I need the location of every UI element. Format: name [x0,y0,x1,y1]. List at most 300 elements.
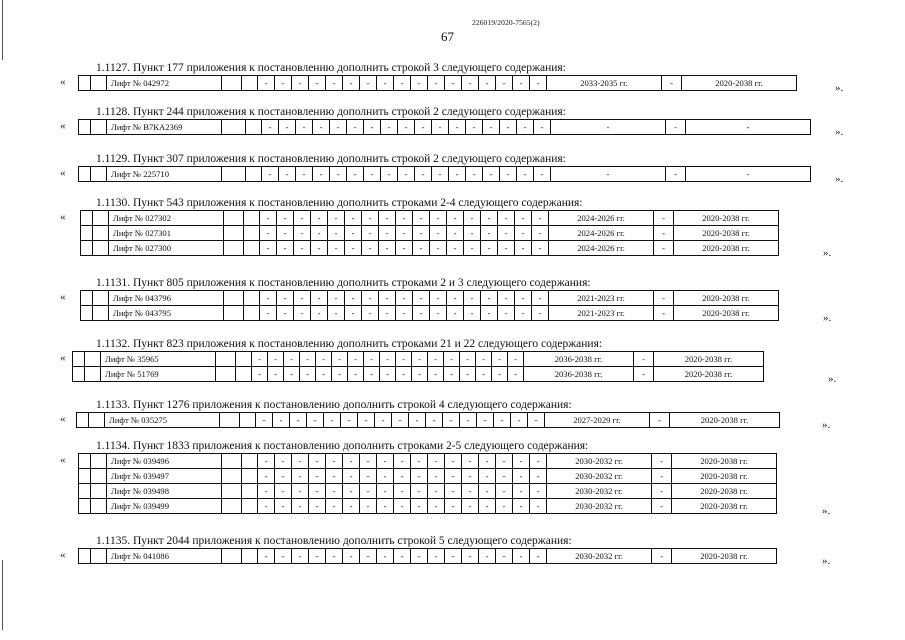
dash-cell: - [445,549,462,564]
dash-cell: - [530,499,547,514]
term-cell: - [686,120,811,135]
empty-cell [91,167,107,182]
dash-cell: - [343,484,360,499]
dash-cell: - [411,76,428,91]
dash-cell: - [328,241,345,256]
dash-cell: - [284,352,300,367]
dash-cell: - [513,454,530,469]
dash-cell: - [394,499,411,514]
term-cell: 2020-2038 гг. [672,484,777,499]
dash-cell: - [634,352,654,367]
term-cell: 2020-2038 гг. [670,413,780,428]
dash-cell: - [377,76,394,91]
dash-cell: - [258,454,275,469]
dash-cell: - [481,241,498,256]
dash-cell: - [292,484,309,499]
dash-cell: - [498,241,515,256]
dash-cell: - [500,120,517,135]
empty-cell [244,211,260,226]
opening-quote: « [60,352,66,364]
dash-cell: - [479,454,496,469]
term-cell: 2020-2038 гг. [674,226,779,241]
dash-cell: - [360,76,377,91]
dash-cell: - [328,291,345,306]
empty-cell [85,352,101,367]
dash-cell: - [300,367,316,382]
empty-cell [93,226,109,241]
opening-quote: « [60,454,66,466]
dash-cell: - [379,241,396,256]
dash-cell: - [498,226,515,241]
dash-cell: - [294,241,311,256]
dash-cell: - [479,499,496,514]
dash-cell: - [445,484,462,499]
dash-cell: - [380,367,396,382]
lift-name-cell: Лифт № 043796 [109,291,224,306]
dash-cell: - [496,469,513,484]
dash-cell: - [508,352,524,367]
dash-cell: - [260,291,277,306]
empty-cell [244,306,260,321]
dash-cell: - [345,226,362,241]
dash-cell: - [443,413,460,428]
closing-quote: ». [823,312,832,324]
dash-cell: - [258,484,275,499]
lift-name-cell: Лифт № 039499 [107,499,222,514]
dash-cell: - [511,413,528,428]
dash-cell: - [362,226,379,241]
empty-cell [81,211,93,226]
table-row [81,291,779,306]
dash-cell: - [528,413,545,428]
dash-cell: - [396,352,412,367]
table-row [73,367,764,382]
dash-cell: - [277,291,294,306]
dash-cell: - [530,76,547,91]
dash-cell: - [343,454,360,469]
term-cell: 2020-2038 гг. [674,306,779,321]
dash-cell: - [347,120,364,135]
dash-cell: - [362,306,379,321]
dash-cell: - [256,413,273,428]
dash-cell: - [330,167,347,182]
dash-cell: - [343,499,360,514]
dash-cell: - [277,226,294,241]
table-row [79,499,777,514]
term-cell: 2020-2038 гг. [654,367,764,382]
term-cell: 2020-2038 гг. [672,549,777,564]
dash-cell: - [277,211,294,226]
dash-cell: - [513,469,530,484]
empty-cell [79,76,91,91]
empty-cell [73,367,85,382]
empty-cell [81,291,93,306]
term-cell: 2020-2038 гг. [672,454,777,469]
period-cell: 2036-2038 гг. [524,367,634,382]
dash-cell: - [309,484,326,499]
dash-cell: - [662,76,682,91]
dash-cell: - [275,76,292,91]
dash-cell: - [316,352,332,367]
dash-cell: - [277,241,294,256]
dash-cell: - [460,367,476,382]
empty-cell [224,241,244,256]
closing-quote: ». [822,505,831,517]
dash-cell: - [481,211,498,226]
dash-cell: - [268,352,284,367]
dash-cell: - [292,76,309,91]
empty-cell [222,76,242,91]
dash-cell: - [409,413,426,428]
section-heading: 1.1127. Пункт 177 приложения к постановлению дополнить строкой 3 следующего содержания: [96,62,566,74]
dash-cell: - [432,167,449,182]
dash-cell: - [258,499,275,514]
dash-cell: - [345,291,362,306]
dash-cell: - [258,76,275,91]
dash-cell: - [294,306,311,321]
dash-cell: - [476,352,492,367]
dash-cell: - [445,469,462,484]
dash-cell: - [258,549,275,564]
period-cell: 2030-2032 гг. [547,484,652,499]
term-cell: 2020-2038 гг. [682,76,797,91]
dash-cell: - [275,484,292,499]
dash-cell: - [650,413,670,428]
empty-cell [91,76,107,91]
dash-cell: - [294,291,311,306]
dash-cell: - [496,484,513,499]
period-cell: 2036-2038 гг. [524,352,634,367]
dash-cell: - [666,120,686,135]
dash-cell: - [415,120,432,135]
dash-cell: - [343,469,360,484]
dash-cell: - [392,413,409,428]
empty-cell [216,352,236,367]
dash-cell: - [496,549,513,564]
dash-cell: - [362,241,379,256]
empty-cell [244,226,260,241]
dash-cell: - [481,306,498,321]
dash-cell: - [492,367,508,382]
dash-cell: - [348,367,364,382]
dash-cell: - [360,549,377,564]
dash-cell: - [447,291,464,306]
dash-cell: - [447,306,464,321]
dash-cell: - [428,499,445,514]
dash-cell: - [358,413,375,428]
empty-cell [91,454,107,469]
dash-cell: - [634,367,654,382]
term-cell: 2020-2038 гг. [674,211,779,226]
dash-cell: - [311,241,328,256]
dash-cell: - [377,549,394,564]
term-cell: 2020-2038 гг. [654,352,764,367]
dash-cell: - [449,167,466,182]
dash-cell: - [379,291,396,306]
dash-cell: - [534,167,551,182]
dash-cell: - [483,167,500,182]
opening-quote: « [60,167,66,179]
dash-cell: - [517,167,534,182]
dash-cell: - [332,352,348,367]
period-cell: 2030-2032 гг. [547,549,652,564]
dash-cell: - [494,413,511,428]
empty-cell [79,549,91,564]
dash-cell: - [462,549,479,564]
opening-quote: « [60,291,66,303]
dash-cell: - [481,226,498,241]
closing-quote: ». [835,173,844,185]
dash-cell: - [428,454,445,469]
dash-cell: - [479,484,496,499]
dash-cell: - [477,413,494,428]
lift-table [78,75,797,91]
dash-cell: - [413,291,430,306]
dash-cell: - [500,167,517,182]
dash-cell: - [428,76,445,91]
dash-cell: - [460,413,477,428]
dash-cell: - [292,549,309,564]
period-cell: 2030-2032 гг. [547,454,652,469]
period-cell: 2030-2032 гг. [547,499,652,514]
opening-quote: « [60,549,66,561]
dash-cell: - [290,413,307,428]
scan-edge-mark-bottom [2,560,3,630]
empty-cell [93,306,109,321]
empty-cell [222,454,242,469]
empty-cell [93,241,109,256]
table-row [79,454,777,469]
dash-cell: - [275,499,292,514]
empty-cell [242,549,258,564]
dash-cell: - [360,499,377,514]
dash-cell: - [532,226,549,241]
empty-cell [77,413,89,428]
empty-cell [220,413,240,428]
table-row [79,549,777,564]
dash-cell: - [275,454,292,469]
empty-cell [244,291,260,306]
dash-cell: - [328,226,345,241]
dash-cell: - [345,211,362,226]
dash-cell: - [347,167,364,182]
dash-cell: - [462,499,479,514]
lift-table [72,351,764,382]
dash-cell: - [413,211,430,226]
document-number: 226019/2020-7565(2) [472,18,540,27]
dash-cell: - [379,306,396,321]
lift-table [78,166,811,182]
dash-cell: - [396,306,413,321]
dash-cell: - [430,211,447,226]
dash-cell: - [364,167,381,182]
closing-quote: ». [822,419,831,431]
dash-cell: - [428,367,444,382]
empty-cell [224,211,244,226]
dash-cell: - [413,306,430,321]
lift-table [78,548,777,564]
period-cell: 2024-2026 гг. [549,241,654,256]
dash-cell: - [364,367,380,382]
dash-cell: - [532,306,549,321]
table-row [79,469,777,484]
dash-cell: - [432,120,449,135]
table-row [79,484,777,499]
dash-cell: - [364,120,381,135]
dash-cell: - [515,241,532,256]
period-cell: 2033-2035 гг. [547,76,662,91]
opening-quote: « [60,120,66,132]
empty-cell [81,241,93,256]
dash-cell: - [508,367,524,382]
dash-cell: - [496,76,513,91]
dash-cell: - [313,167,330,182]
dash-cell: - [476,367,492,382]
dash-cell: - [492,352,508,367]
closing-quote: ». [823,247,832,259]
dash-cell: - [496,454,513,469]
dash-cell: - [324,413,341,428]
dash-cell: - [428,352,444,367]
dash-cell: - [260,211,277,226]
empty-cell [91,549,107,564]
dash-cell: - [666,167,686,182]
dash-cell: - [530,469,547,484]
dash-cell: - [515,211,532,226]
dash-cell: - [311,211,328,226]
dash-cell: - [430,291,447,306]
dash-cell: - [479,549,496,564]
dash-cell: - [394,469,411,484]
dash-cell: - [377,454,394,469]
dash-cell: - [309,469,326,484]
dash-cell: - [652,469,672,484]
empty-cell [93,211,109,226]
dash-cell: - [517,120,534,135]
dash-cell: - [396,367,412,382]
empty-cell [224,226,244,241]
empty-cell [79,484,91,499]
dash-cell: - [426,413,443,428]
empty-cell [242,469,258,484]
dash-cell: - [654,306,674,321]
closing-quote: ». [835,82,844,94]
dash-cell: - [277,306,294,321]
dash-cell: - [328,306,345,321]
dash-cell: - [412,367,428,382]
dash-cell: - [377,484,394,499]
dash-cell: - [381,167,398,182]
dash-cell: - [262,167,279,182]
period-cell: - [551,120,666,135]
dash-cell: - [413,241,430,256]
term-cell: 2020-2038 гг. [672,469,777,484]
dash-cell: - [326,499,343,514]
lift-name-cell: Лифт № 51769 [101,367,216,382]
dash-cell: - [309,76,326,91]
dash-cell: - [515,226,532,241]
period-cell: 2024-2026 гг. [549,226,654,241]
lift-name-cell: Лифт № 027302 [109,211,224,226]
dash-cell: - [292,499,309,514]
table-row [81,306,779,321]
dash-cell: - [360,454,377,469]
empty-cell [79,167,91,182]
dash-cell: - [396,226,413,241]
dash-cell: - [513,499,530,514]
table-row [79,76,797,91]
section-heading: 1.1132. Пункт 823 приложения к постановлению дополнить строками 21 и 22 следующего содержания: [96,338,603,350]
dash-cell: - [330,120,347,135]
dash-cell: - [428,549,445,564]
term-cell: 2020-2038 гг. [674,291,779,306]
dash-cell: - [415,167,432,182]
lift-name-cell: Лифт № 027301 [109,226,224,241]
dash-cell: - [654,291,674,306]
dash-cell: - [411,469,428,484]
dash-cell: - [279,167,296,182]
dash-cell: - [398,167,415,182]
opening-quote: « [60,413,66,425]
dash-cell: - [462,454,479,469]
dash-cell: - [394,484,411,499]
dash-cell: - [652,549,672,564]
dash-cell: - [479,76,496,91]
dash-cell: - [252,367,268,382]
dash-cell: - [268,367,284,382]
empty-cell [79,120,91,135]
dash-cell: - [412,352,428,367]
dash-cell: - [532,291,549,306]
term-cell: 2020-2038 гг. [672,499,777,514]
table-row [81,226,779,241]
dash-cell: - [513,484,530,499]
dash-cell: - [379,211,396,226]
section-heading: 1.1131. Пункт 805 приложения к постановлению дополнить строками 2 и 3 следующего содержания: [96,277,591,289]
dash-cell: - [498,211,515,226]
lift-name-cell: Лифт № 35965 [101,352,216,367]
dash-cell: - [362,211,379,226]
dash-cell: - [309,454,326,469]
dash-cell: - [447,241,464,256]
dash-cell: - [466,167,483,182]
page-number: 67 [441,29,454,44]
dash-cell: - [273,413,290,428]
dash-cell: - [513,76,530,91]
dash-cell: - [326,469,343,484]
dash-cell: - [260,306,277,321]
dash-cell: - [396,241,413,256]
dash-cell: - [345,241,362,256]
dash-cell: - [294,211,311,226]
table-row [77,413,780,428]
dash-cell: - [294,226,311,241]
closing-quote: ». [835,126,844,138]
dash-cell: - [498,306,515,321]
dash-cell: - [313,120,330,135]
dash-cell: - [326,484,343,499]
dash-cell: - [380,352,396,367]
opening-quote: « [60,211,66,223]
empty-cell [244,241,260,256]
dash-cell: - [307,413,324,428]
dash-cell: - [394,549,411,564]
dash-cell: - [362,291,379,306]
lift-name-cell: Лифт № 039497 [107,469,222,484]
empty-cell [79,454,91,469]
closing-quote: ». [822,555,831,567]
lift-name-cell: Лифт № 039496 [107,454,222,469]
